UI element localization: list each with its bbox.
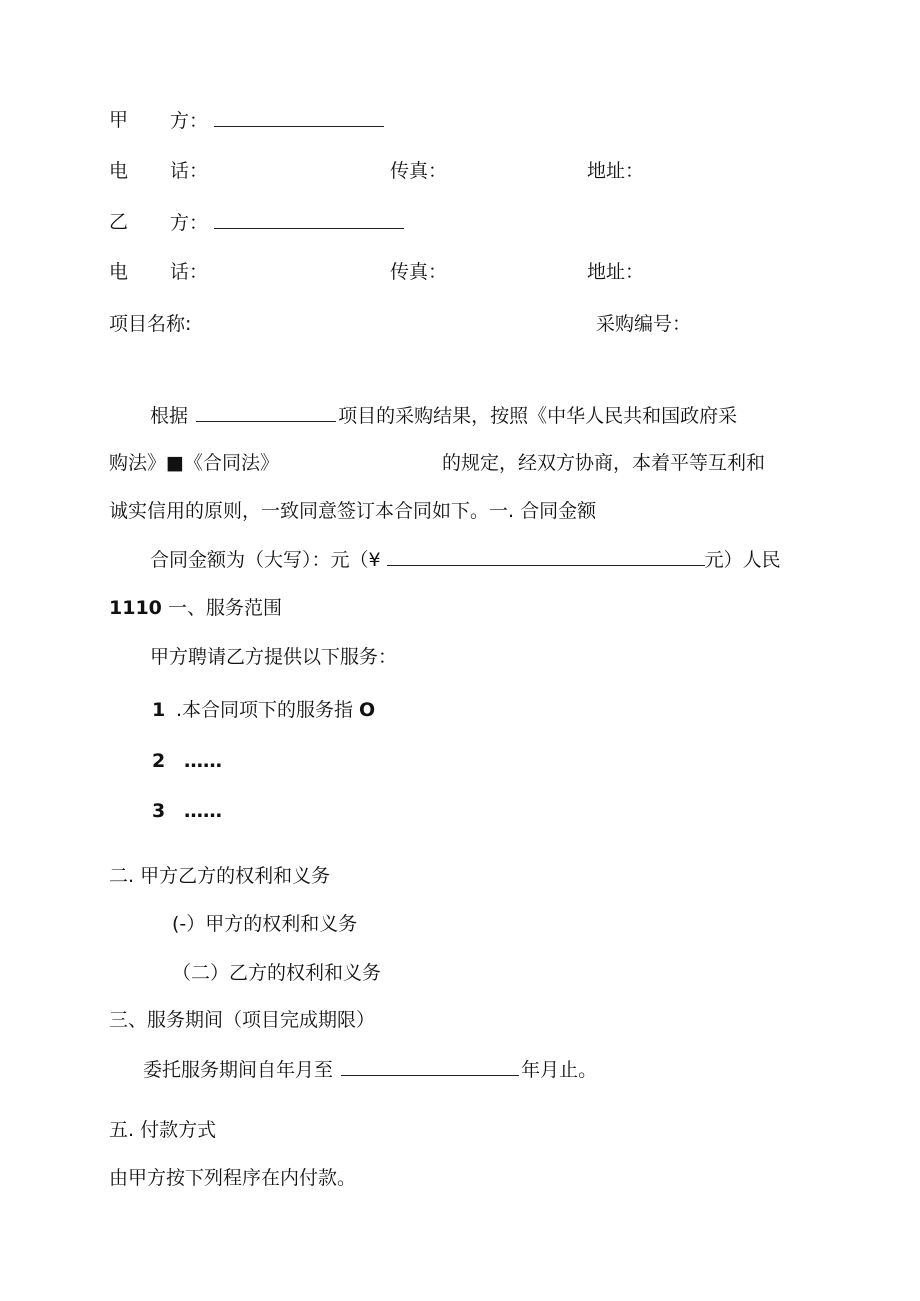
scope-item-3-number: 3 <box>152 800 166 822</box>
amount-blank[interactable] <box>387 547 705 566</box>
scope-item-1-text: .本合同项下的服务指 <box>176 699 354 721</box>
intro-line-2a: 购法》■《合同法》 <box>109 452 279 474</box>
intro-line-3: 诚实信用的原则，一致同意签订本合同如下。一. 合同金额 <box>109 500 597 522</box>
party-a-char1: 甲 <box>109 109 129 131</box>
procurement-number-label: 采购编号： <box>596 313 692 335</box>
scope-lead: 甲方聘请乙方提供以下服务： <box>150 646 398 668</box>
rights-party-b: （二）乙方的权利和义务 <box>172 962 382 984</box>
party-a-address-label: 地址： <box>587 160 645 182</box>
scope-item-1-number: 1 <box>152 699 166 721</box>
payment-title: 五. 付款方式 <box>109 1119 217 1141</box>
scope-item-2-text: …… <box>184 750 222 772</box>
party-b-label <box>170 210 404 235</box>
intro-line-2b: 的规定，经双方协商，本着平等互利和 <box>442 452 766 474</box>
party-b-phone-label: 话： <box>170 261 209 283</box>
scope-number: 1110 <box>109 597 162 619</box>
scope-item-1 <box>176 698 375 722</box>
party-a-phone-c1: 电 <box>109 160 129 182</box>
party-a-label <box>170 108 384 133</box>
period-blank[interactable] <box>341 1057 519 1076</box>
party-b-address-label: 地址： <box>587 261 645 283</box>
party-a-blank[interactable] <box>214 108 384 127</box>
project-blank[interactable] <box>196 403 336 422</box>
scope-item-3-text: …… <box>184 800 222 822</box>
party-b-char1: 乙 <box>109 211 129 233</box>
intro-according: 根据 <box>150 405 189 427</box>
intro-line-1-rest: 项目的采购结果，按照《中华人民共和国政府采 <box>338 405 738 427</box>
rights-title: 二. 甲方乙方的权利和义务 <box>109 865 331 887</box>
party-a-fax-label: 传真： <box>390 160 448 182</box>
period-text-start: 委托服务期间自年月至 <box>143 1059 334 1081</box>
amount-label: 合同金额为（大写）：元（¥ <box>150 549 381 571</box>
scope-item-1-tail: O <box>359 699 376 721</box>
amount-tail: 元）人民 <box>704 549 781 571</box>
intro-line-1 <box>150 403 737 428</box>
period-text-end: 年月止。 <box>521 1059 598 1081</box>
scope-heading <box>109 596 282 620</box>
party-b-phone-c1: 电 <box>109 261 129 283</box>
party-a-row <box>109 108 128 132</box>
party-b-blank[interactable] <box>214 210 404 229</box>
project-name-label: 项目名称: <box>109 313 192 335</box>
party-a-phone-label: 话： <box>170 160 209 182</box>
payment-text: 由甲方按下列程序在内付款。 <box>109 1167 357 1189</box>
scope-title: 一、服务范围 <box>167 597 282 619</box>
amount-line <box>150 547 781 572</box>
party-a-label-text: 方： <box>170 110 209 132</box>
scope-item-2-number: 2 <box>152 750 166 772</box>
party-b-label-text: 方： <box>170 212 209 234</box>
party-b-fax-label: 传真： <box>390 261 448 283</box>
period-title: 三、服务期间（项目完成期限） <box>109 1009 376 1031</box>
rights-party-a: (-）甲方的权利和义务 <box>172 913 358 935</box>
period-line <box>143 1057 597 1082</box>
